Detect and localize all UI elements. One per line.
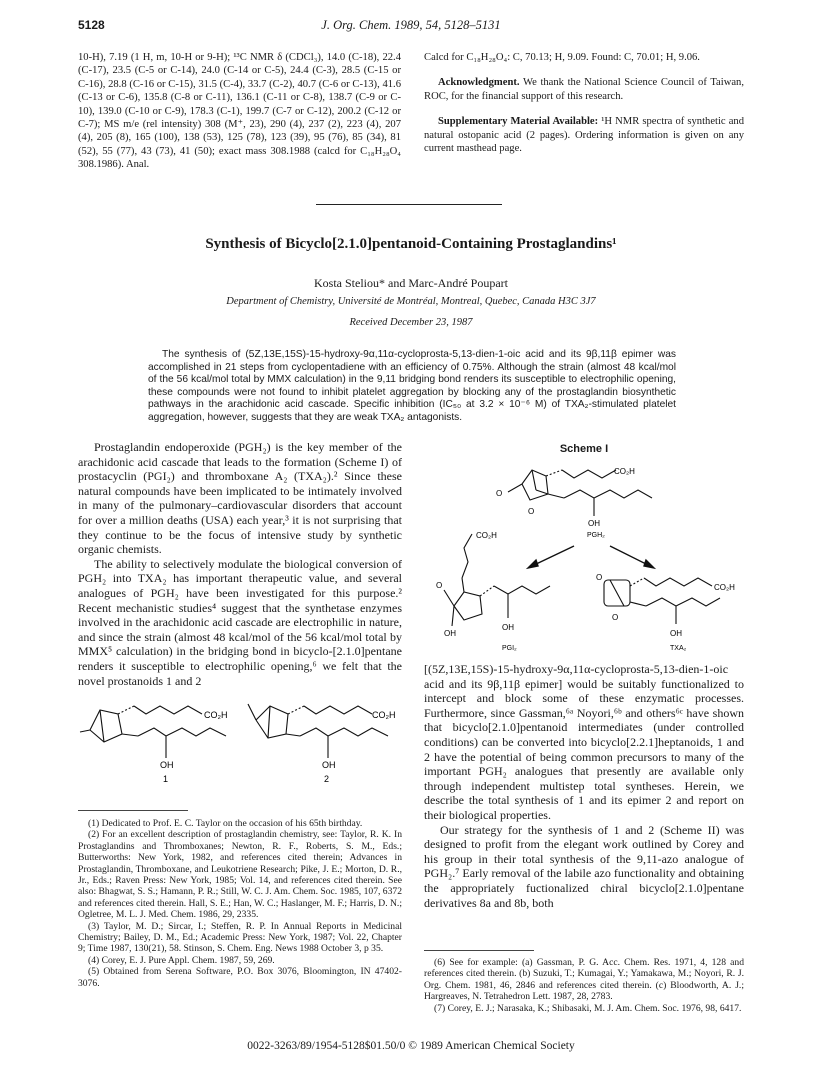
running-header bbox=[78, 18, 744, 34]
txa2-oxygen-1: O bbox=[596, 573, 603, 582]
footnote: (2) For an excellent description of prostaglandin chemistry, see: Taylor, R. K. In Prostaglandins and Thromboxanes; Newton, R. F., Roberts, S. M., Eds.; Butterworths: New York, 1982, and references cited therein; Advances in Prostaglandin, Thromboxane, and Leukotriene Research; Pike, J. E.; Morton, D. R., Jr., Eds.; Raven Press: New York, 1985; Vol. 14, and references cited therein. See also: Bhagwat, S. S.; Hamann, P. R.; Still, W. C. J. Am. Chem. Soc. 1985, 107, 6372 and references cited therein. Hall, S. E.; Han, W. C.; Haslanger, M. F.; Harris, D. N.; Ogletree, M. L. J. Med. Chem. 1986, 29, 2335. bbox=[78, 829, 402, 921]
previous-article-end bbox=[424, 51, 744, 167]
footnote: (6) See for example: (a) Gassman, P. G. Acc. Chem. Res. 1971, 4, 128 and references cited therein. (b) Suzuki, T.; Kumagai, Y.; Yamakawa, M.; Noyori, R. J. Org. Chem. 1981, 46, 2846 and references cited therein. (c) Bloodworth, A. J.; Hargreaves, N. Tetrahedron Lett. 1987, 28, 2783. bbox=[424, 957, 744, 1003]
compound-1-label: 1 bbox=[163, 774, 169, 784]
pgi2-label: PGI₂ bbox=[502, 645, 517, 652]
paragraph-compound-description: [(5Z,13E,15S)-15-hydroxy-9α,11α-cycloprosta-5,13-dien-1-oic acid and its 9β,11β epimer] would be suitably functionalized to intercept and block some of these enzymatic processes. Furthermore, since Gassman,⁶ᵃ Noyori,⁶ᵇ and others⁶ᶜ have shown that bicyclo[2.1.0]pentanoid intermediates (under controlled conditions) can be converted into bicyclo[2.2.1]heptanoids, 1 and 2 have the potential of being common precursors to many of the important PGH₂ analogues that presently are available only through independent multistep total syntheses. Herein, we describe the total synthesis of 1 and its epimer 2 and report on their biological properties. bbox=[424, 662, 744, 822]
acknowledgment-heading: Acknowledgment. bbox=[438, 77, 520, 89]
abstract: The synthesis of (5Z,13E,15S)-15-hydroxy-9α,11α-cycloprosta-5,13-dien-1-oic acid and its 9β,11β epimer was accomplished in 21 steps from cyclopentadiene with an efficiency of 0.75%. Although the strain (almost 48 kcal/mol of the 56 kcal/mol total by MMX calculation) in the 9,11 bridging bond renders its susceptible to electrophilic opening, these compounds were not found to inhibit platelet aggregation by blocking any of the prostaglandin biosynthetic pathways in the arachidonic acid cascade. Specific inhibition (IC₅₀ at 3.2 × 10⁻⁶ M) of TXA₂-stimulated platelet aggregation, however, suggests that they are weak TXA₂ antagonists. bbox=[148, 349, 676, 423]
right-column-body bbox=[424, 662, 744, 910]
pgh2-co2h: CO₂H bbox=[614, 467, 635, 476]
pgi2-co2h: CO₂H bbox=[476, 531, 497, 540]
footnote: (7) Corey, E. J.; Narasaka, K.; Shibasaki, M. J. Am. Chem. Soc. 1976, 98, 6417. bbox=[434, 1002, 742, 1014]
pgh2-oh: OH bbox=[588, 519, 600, 528]
txa2-structure bbox=[604, 578, 720, 624]
pgi2-oh-chain: OH bbox=[502, 623, 514, 632]
left-column-body bbox=[78, 440, 402, 688]
pgh2-oxygen-1: O bbox=[496, 489, 503, 498]
compound-2-oh: OH bbox=[322, 760, 336, 770]
paragraph-modulation: The ability to selectively modulate the biological conversion of PGH₂ into TXA₂ has important therapeutic value, and several analogues of PGH₂ have been investigated for this purpose.² Recent mechanistic studies⁴ suggest that the synthetase enzymes involved in the arachidonic acid cascade are electrophilic in nature, and since the strain (almost 48 kcal/mol of the 56 kcal/mol total by MMX⁵ calculation) in the bridging bond in bicyclo-[2.1.0]pentane renders it susceptible to electrophilic opening,⁶ we felt that the novel prostanoids 1 and 2 bbox=[78, 556, 402, 688]
compound-2-label: 2 bbox=[324, 774, 330, 784]
footnote: (5) Obtained from Serena Software, P.O. Box 3076, Bloomington, IN 47402-3076. bbox=[78, 966, 402, 989]
compound-2-co2h: CO₂H bbox=[372, 710, 396, 720]
article-affiliation: Department of Chemistry, Université de Montréal, Montreal, Quebec, Canada H3C 3J7 bbox=[226, 296, 596, 307]
supplementary-text: ¹H NMR spectra of synthetic and natural ostopanic acid (2 pages). Ordering information is given on any current masthead page. bbox=[424, 116, 744, 155]
footnote: (4) Corey, E. J. Pure Appl. Chem. 1987, 59, 269. bbox=[88, 954, 275, 966]
supplementary-heading: Supplementary Material Available: bbox=[438, 116, 599, 128]
pgi2-oxygen: O bbox=[436, 581, 443, 590]
pgh2-label: PGH₂ bbox=[587, 532, 605, 539]
txa2-co2h: CO₂H bbox=[714, 583, 735, 592]
article-authors: Kosta Steliou* and Marc-André Poupart bbox=[314, 276, 508, 290]
scheme-1-diagram bbox=[424, 458, 744, 658]
supplementary-material bbox=[424, 115, 744, 155]
footnote: (1) Dedicated to Prof. E. C. Taylor on the occasion of his 65th birthday. bbox=[88, 818, 363, 829]
page-footer: 0022-3263/89/1954-5128$01.50/0 © 1989 American Chemical Society bbox=[247, 1040, 575, 1052]
article-separator bbox=[316, 204, 502, 205]
compounds-1-2-structures bbox=[78, 692, 402, 804]
footnotes-left bbox=[78, 818, 402, 989]
txa2-label: TXA₂ bbox=[670, 645, 687, 652]
previous-article-continuation: 10-H), 7.19 (1 H, m, 10-H or 9-H); ¹³C NMR δ (CDCl₃), 14.0 (C-18), 22.4 (C-17), 23.5 (C-5 or C-14), 24.0 (C-14 or C-5), 24.4 (C-3), 28.5 (C-15 or C-16), 28.8 (C-16 or C-15), 31.5 (C-4), 33.7 (C-2), 40.7 (C-6 or C-13), 41.6 (C-13 or C-6), 135.8 (C-8 or C-11), 136.1 (C-11 or C-8), 138.7 (C-9 or C-10), 139.0 (C-10 or C-9), 178.3 (C-1), 199.7 (C-7 or C-12), 200.2 (C-12 or C-7); MS m/e (rel intensity) 308 (M⁺, 23), 290 (4), 237 (2), 223 (4), 207 (4), 205 (8), 165 (100), 138 (53), 125 (78), 123 (39), 95 (76), 85 (34), 81 (52), 55 (77), 43 (73), 41 (50); exact mass 308.1988 (calcd for C₁₈H₂₈O₄ 308.1986). Anal. bbox=[78, 52, 401, 171]
compound-1-oh: OH bbox=[160, 760, 174, 770]
txa2-oxygen-2: O bbox=[612, 613, 619, 622]
scheme-title: Scheme I bbox=[559, 443, 609, 455]
pgi2-oh-ring: OH bbox=[444, 629, 456, 638]
article-title: Synthesis of Bicyclo[2.1.0]pentanoid-Containing Prostaglandins¹ bbox=[205, 236, 617, 252]
reaction-arrows bbox=[528, 546, 654, 568]
paragraph-intro: Prostaglandin endoperoxide (PGH₂) is the key member of the arachidonic acid cascade that leads to the formation (Scheme I) of prostacyclin (PGI₂) and thromboxane A₂ (TXA₂).² Since these natural compounds have been implicated to be intimately involved in many of the pulmonary–cardiovascular disorders that account for over a million deaths (USA) each year,³ it is not surprising that they continue to be the focus of intensive study by synthetic organic chemists. bbox=[78, 440, 402, 557]
footnote-rule-left bbox=[78, 810, 188, 811]
journal-citation: J. Org. Chem. 1989, 54, 5128–5131 bbox=[321, 18, 501, 32]
compound-1-co2h: CO₂H bbox=[204, 710, 228, 720]
pgi2-structure bbox=[444, 534, 550, 626]
footnotes-right bbox=[424, 957, 744, 1014]
compound-2-structure bbox=[248, 704, 388, 758]
footnote-rule-right bbox=[424, 950, 534, 951]
acknowledgment-text: We thank the National Science Council of Taiwan, ROC, for the financial support of this research. bbox=[424, 77, 744, 102]
received-date: Received December 23, 1987 bbox=[349, 317, 473, 328]
acknowledgment bbox=[424, 76, 744, 103]
footnote: (3) Taylor, M. D.; Sircar, I.; Steffen, R. P. In Annual Reports in Medicinal Chemistry; Bailey, D. M., Ed.; Academic Press: New York, 1987; Vol. 22, Chapter 9; Time 1987, 130(21), 58. Stinson, S. Chem. Eng. News 1988 October 3, p 35. bbox=[78, 920, 402, 955]
elemental-analysis: Calcd for C₁₈H₂₈O₄: C, 70.13; H, 9.09. Found: C, 70.01; H, 9.06. bbox=[424, 52, 700, 63]
pgh2-oxygen-2: O bbox=[528, 507, 535, 516]
txa2-oh: OH bbox=[670, 629, 682, 638]
paragraph-strategy: Our strategy for the synthesis of 1 and 2 (Scheme II) was designed to profit from the elegant work outlined by Corey and his group in their total synthesis of the 9,11-azo analogue of PGH₂.⁷ Early removal of the labile azo functionality and obtaining the appropriately fuctionalized chiral bicyclo[2.1.0]pentane derivatives 8a and 8b, both bbox=[424, 822, 744, 910]
page-number: 5128 bbox=[78, 18, 105, 32]
